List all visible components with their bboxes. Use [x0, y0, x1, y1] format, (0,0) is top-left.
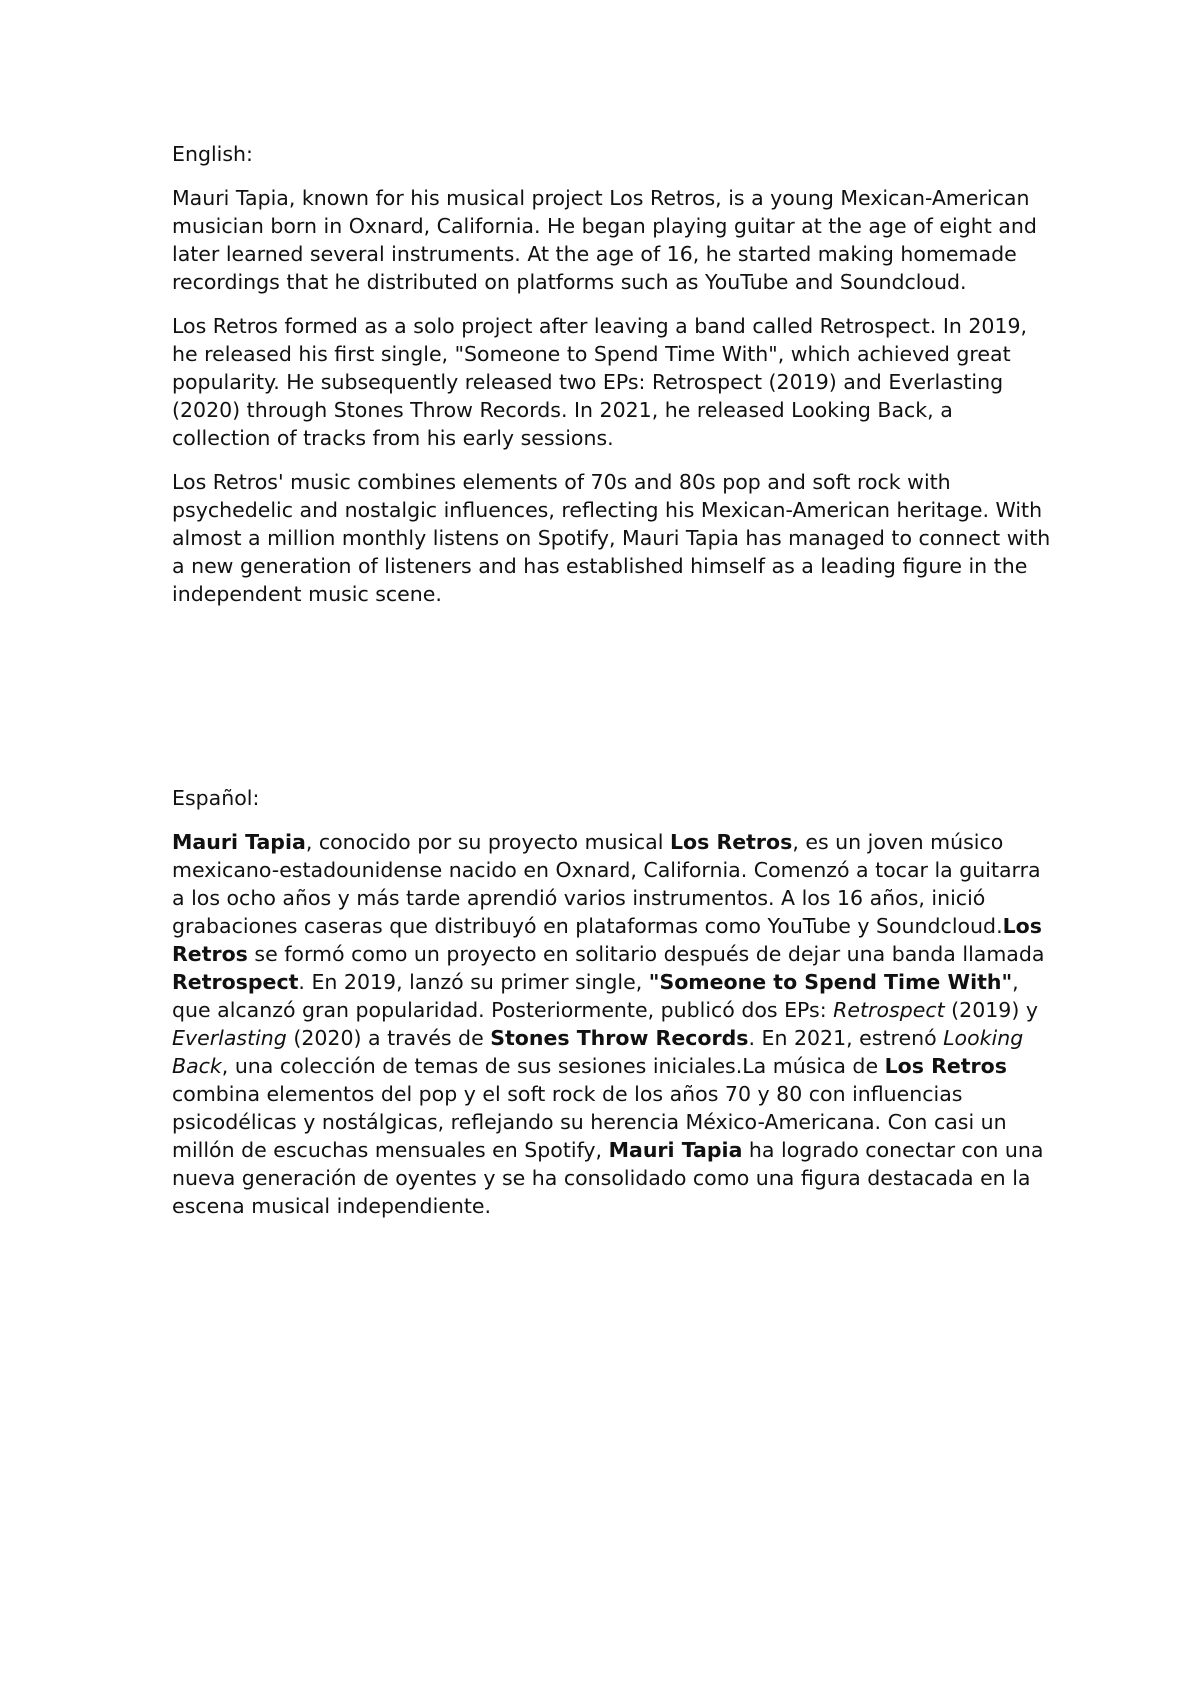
- text-run: Mauri Tapia: [172, 830, 306, 854]
- text-run: , conocido por su proyecto musical: [305, 830, 670, 854]
- text-run: Los Retros: [669, 830, 793, 854]
- text-run: Mauri Tapia: [608, 1138, 743, 1162]
- spanish-heading: Español:: [172, 786, 260, 810]
- text-run: , es un joven músico mexicano-estadounidense nacido en Oxnard, California. Comenzó a tocar la guitarra a los ocho años y más tarde aprendió varios instrumentos. A los 16 años, inició grabaciones caseras que distribuyó en plataformas como YouTube y Soundcloud.: [172, 830, 1041, 938]
- text-run: Everlasting: [172, 1026, 287, 1050]
- english-paragraph: Mauri Tapia, known for his musical project Los Retros, is a young Mexican-American musician born in Oxnard, California. He began playing guitar at the age of eight and later learned several instruments. At the age of 16, he started making homemade recordings that he distributed on platforms such as YouTube and Soundcloud.: [172, 186, 1037, 294]
- text-run: (2020) a través de: [286, 1026, 491, 1050]
- text-run: . En 2019, lanzó su primer single,: [298, 970, 649, 994]
- text-run: , una colección de temas de sus sesiones iniciales.La música de: [221, 1054, 885, 1078]
- text-run: Retrospect: [172, 970, 299, 994]
- text-run: Los Retros: [884, 1054, 1007, 1078]
- spanish-paragraph: [172, 828, 1052, 1220]
- text-run: se formó como un proyecto en solitario después de dejar una banda llamada: [247, 942, 1045, 966]
- text-run: Looking Back: [172, 1026, 1024, 1078]
- text-run: , que alcanzó gran popularidad. Posteriormente, publicó dos EPs:: [172, 970, 1019, 1022]
- text-run: "Someone to Spend Time With": [648, 970, 1013, 994]
- text-run: . En 2021, estrenó: [748, 1026, 944, 1050]
- text-run: Retrospect: [833, 998, 945, 1022]
- text-run: (2019) y: [944, 998, 1038, 1022]
- text-run: ha logrado conectar con una nueva generación de oyentes y se ha consolidado como una figura destacada en la escena musical independiente.: [172, 1138, 1044, 1218]
- english-heading: English:: [172, 142, 253, 166]
- text-run: Los Retros: [172, 914, 1042, 966]
- english-section: [172, 140, 1052, 624]
- text-run: Stones Throw Records: [490, 1026, 749, 1050]
- english-paragraph: Los Retros formed as a solo project after leaving a band called Retrospect. In 2019, he released his first single, "Someone to Spend Time With", which achieved great popularity. He subsequently released two EPs: Retrospect (2019) and Everlasting (2020) through Stones Throw Records. In 2021, he released Looking Back, a collection of tracks from his early sessions.: [172, 314, 1028, 450]
- spanish-section: [172, 784, 1052, 1236]
- english-paragraph: Los Retros' music combines elements of 70s and 80s pop and soft rock with psychedelic and nostalgic influences, reflecting his Mexican-American heritage. With almost a million monthly listens on Spotify, Mauri Tapia has managed to connect with a new generation of listeners and has established himself as a leading figure in the independent music scene.: [172, 470, 1051, 606]
- text-run: combina elementos del pop y el soft rock de los años 70 y 80 con influencias psicodélicas y nostálgicas, reflejando su herencia México-Americana. Con casi un millón de escuchas mensuales en Spotify,: [172, 1082, 1007, 1162]
